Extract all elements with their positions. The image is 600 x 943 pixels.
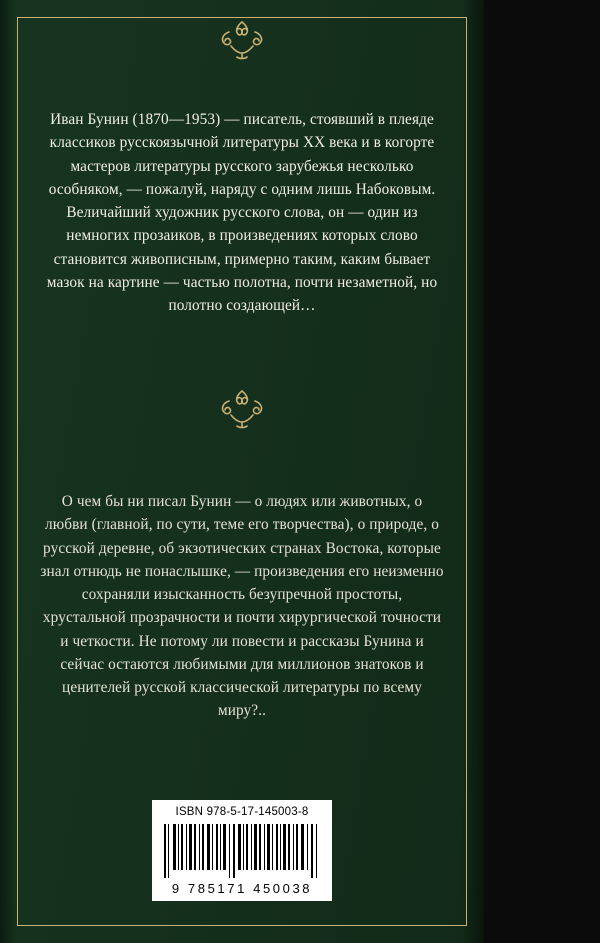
isbn-barcode-block [152, 800, 332, 901]
ornament-flourish-icon [0, 16, 484, 62]
cover-paragraph-1: Иван Бунин (1870—1953) — писатель, стоявший в плеяде классиков русскоязычной литературы XX века и в когорте мастеров литературы русского зарубежья несколько особняком, — пожалуй, наряду с одним лишь Набоковым. Величайший художник русского слова, он — один из немногих прозаиков, в произведениях которых слово становится живописным, примерно таким, каким бывает мазок на картине — частью полотна, почти незаметной, но полотно создающей… [46, 111, 438, 314]
barcode-digits: 9 785171 450038 [171, 881, 313, 896]
spine-shadow [0, 0, 16, 943]
barcode-image [160, 822, 324, 880]
ornament-flourish-icon-middle [0, 385, 484, 431]
isbn-label: ISBN 978-5-17-145003-8 [175, 806, 309, 818]
cover-paragraph-2: О чем бы ни писал Бунин — о людях или животных, о любви (главной, по сути, теме его творчества), о природе, о русской деревне, об экзотических странах Востока, которые знал отнюдь не понаслышке, — произведения его неизменно сохраняли изысканность безупречной простоты, хрустальной прозрачности и почти хирургической точности и четкости. Не потому ли повести и рассказы Бунина и сейчас остаются любимыми для миллионов знатоков и ценителей русской классической литературы по всему миру?.. [40, 493, 444, 720]
